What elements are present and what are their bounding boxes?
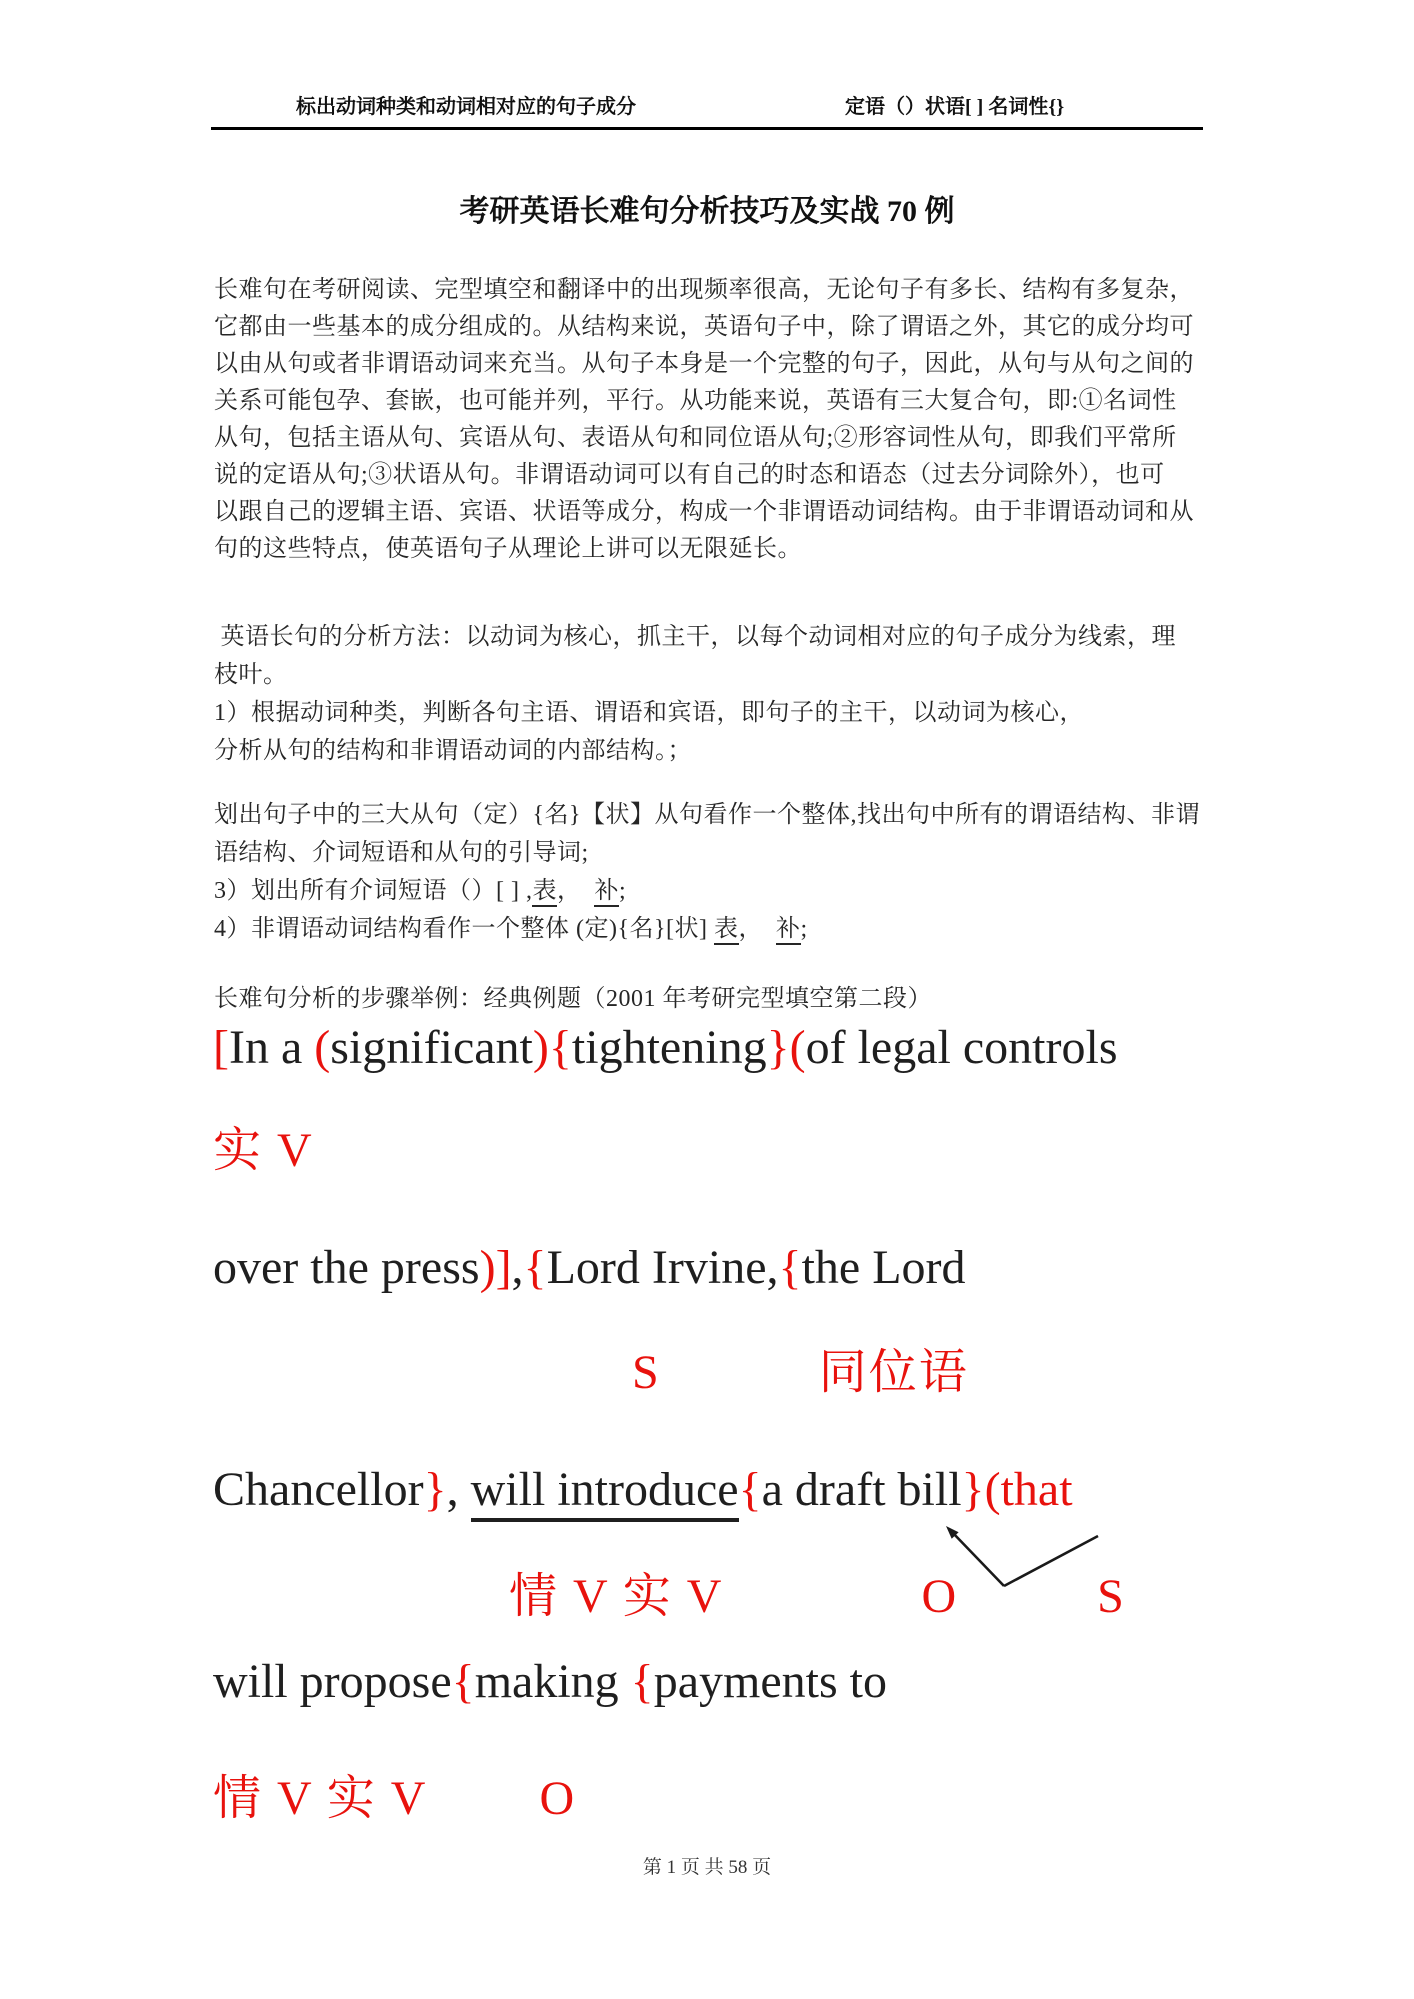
method-line: 英语长句的分析方法：以动词为核心，抓主干，以每个动词相对应的句子成分为线索，理 [214, 624, 1176, 650]
subject-label: S [1097, 1570, 1126, 1623]
step3-suffix: ; [618, 878, 627, 904]
step-line: 语结构、介词短语和从句的引导词; [214, 840, 589, 866]
close-brace: } [766, 1021, 790, 1074]
open-paren: ( [789, 1021, 806, 1074]
header-right-text: 定语（）状语[ ] 名词性{} [845, 96, 1065, 118]
close-paren-bracket: )] [479, 1241, 512, 1294]
text-segment: making [474, 1655, 631, 1708]
object-label: O [539, 1772, 577, 1825]
steps-paragraph [214, 796, 1224, 948]
sentence-line-1 [213, 1018, 1118, 1078]
annotation-row-3 [213, 1566, 1126, 1628]
page-title: 考研英语长难句分析技巧及实战 70 例 [459, 195, 955, 228]
step4-underlined-bu: 补 [776, 916, 801, 945]
sentence-line-3 [213, 1460, 1073, 1520]
intro-line: 它都由一些基本的成分组成的。从结构来说，英语句子中，除了谓语之外，其它的成分均可 [214, 314, 1194, 340]
verb-type-label: 实 V [213, 1124, 314, 1177]
step3-underlined-bu: 补 [594, 878, 619, 907]
step-line-4 [214, 910, 1224, 948]
open-paren: ( [314, 1021, 331, 1074]
subject-label: S [632, 1346, 661, 1399]
method-paragraph [214, 618, 1224, 770]
example-label: 长难句分析的步骤举例：经典例题（2001 年考研完型填空第二段） [214, 986, 932, 1012]
close-brace: } [423, 1463, 447, 1516]
header-rule [211, 127, 1203, 130]
text-segment: a draft bill [761, 1463, 962, 1516]
intro-line: 长难句在考研阅读、完型填空和翻译中的出现频率很高，无论句子有多长、结构有多复杂， [214, 277, 1194, 303]
page-footer: 第 1 页 共 58 页 [642, 1857, 772, 1878]
text-segment: the Lord [801, 1241, 966, 1294]
close-brace: } [961, 1463, 985, 1516]
method-line: 分析从句的结构和非谓语动词的内部结构。； [214, 738, 692, 764]
text-segment: In a [228, 1021, 315, 1074]
step4-suffix: ; [800, 916, 808, 942]
open-square-bracket: [ [213, 1021, 229, 1074]
intro-line: 关系可能包孕、套嵌，也可能并列，平行。从功能来说，英语有三大复合句，即:①名词性 [214, 388, 1177, 414]
intro-line: 以跟自己的逻辑主语、宾语、状语等成分，构成一个非谓语动词结构。由于非谓语动词和从 [214, 499, 1194, 525]
method-line: 1）根据动词种类，判断各句主语、谓语和宾语，即句子的主干，以动词为核心， [214, 700, 1084, 726]
text-segment: Chancellor [213, 1463, 424, 1516]
step4-prefix: 4）非谓语动词结构看作一个整体 (定){名}[状] [214, 916, 715, 942]
text-segment: will propose [213, 1655, 452, 1708]
annotation-row-2 [213, 1342, 969, 1404]
text-segment: payments to [653, 1655, 888, 1708]
apposition-label: 同位语 [818, 1346, 969, 1399]
step-line-3 [214, 872, 1224, 910]
step4-underlined-biao: 表 [714, 916, 739, 945]
open-brace: { [451, 1655, 475, 1708]
annotation-row-4 [213, 1768, 576, 1830]
step-line: 划出句子中的三大从句（定）{名}【状】从句看作一个整体,找出句中所有的谓语结构、非谓 [214, 802, 1201, 828]
text-segment: of legal controls [805, 1021, 1118, 1074]
verb-type-label: 情 V 实 V [213, 1772, 428, 1825]
intro-line: 句的这些特点，使英语句子从理论上讲可以无限延长。 [214, 536, 802, 562]
open-brace: { [630, 1655, 654, 1708]
sentence-line-2 [213, 1238, 966, 1298]
text-segment: , [511, 1241, 524, 1294]
open-paren-that: (that [984, 1463, 1073, 1516]
close-paren: ) [532, 1021, 549, 1074]
intro-line: 以由从句或者非谓语动词来充当。从句子本身是一个完整的句子，因此，从句与从句之间的 [214, 351, 1194, 377]
step3-mid: ， [556, 878, 595, 904]
step3-prefix: 3）划出所有介词短语（）[ ] , [214, 878, 533, 904]
step3-underlined-biao: 表 [532, 878, 557, 907]
open-brace: { [548, 1021, 572, 1074]
open-brace: { [738, 1463, 762, 1516]
intro-line: 说的定语从句;③状语从句。非谓语动词可以有自己的时态和语态（过去分词除外），也可 [214, 462, 1165, 488]
method-line: 枝叶。 [214, 662, 288, 688]
annotation-row-1 [213, 1120, 314, 1182]
text-segment: , [446, 1463, 471, 1516]
verb-type-label: 情 V 实 V [509, 1570, 724, 1623]
open-brace: { [523, 1241, 547, 1294]
text-segment: over the press [213, 1241, 480, 1294]
object-label: O [921, 1570, 959, 1623]
intro-paragraph [214, 272, 1224, 568]
sentence-line-4 [213, 1652, 887, 1712]
text-segment: tightening [571, 1021, 767, 1074]
step4-mid: ， [738, 916, 777, 942]
underlined-predicate: will introduce [471, 1463, 739, 1522]
text-segment: Lord Irvine, [546, 1241, 779, 1294]
text-segment: significant [330, 1021, 533, 1074]
open-brace: { [778, 1241, 802, 1294]
intro-line: 从句，包括主语从句、宾语从句、表语从句和同位语从句;②形容词性从句，即我们平常所 [214, 425, 1177, 451]
header-left-text: 标出动词种类和动词相对应的句子成分 [296, 96, 636, 118]
